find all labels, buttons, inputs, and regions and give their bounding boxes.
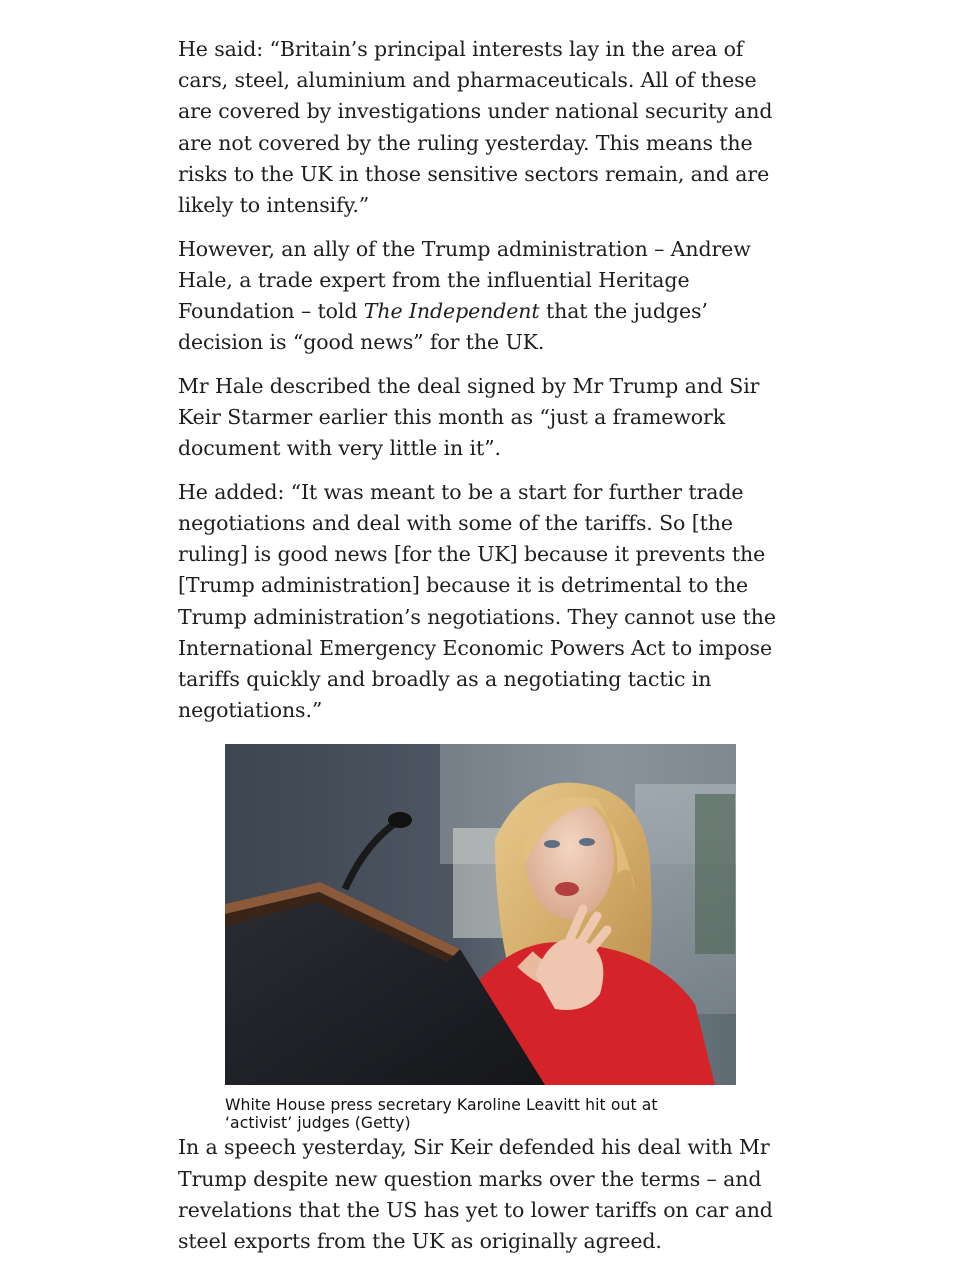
paragraph-sir-keir-speech: In a speech yesterday, Sir Keir defended his deal with Mr Trump despite new question marks over the terms – and revelations that the US has yet to lower tariffs on car and steel exports from the UK as originally agreed. — [178, 1135, 773, 1254]
article-figure — [225, 744, 737, 1132]
paragraph-he-added: He added: “It was meant to be a start for further trade negotiations and deal with some of the tariffs. So [the ruling] is good news [for the UK] because it prevents the [Trump administration] because it is detrimental to the Trump administration’s negotiations. They cannot use the International Emergency Economic Powers Act to impose tariffs quickly and broadly as a negotiating tactic in negotiations.” — [178, 479, 776, 723]
paragraph-text: However, an ally of the Trump administration – Andrew Hale, a trade expert from the influential Heritage Foundation – told — [178, 236, 751, 324]
paragraph-framework-document: Mr Hale described the deal signed by Mr Trump and Sir Keir Starmer earlier this month as “just a framework document with very little in it”. — [178, 373, 760, 461]
paragraph-quote-risks: He said: “Britain’s principal interests lay in the area of cars, steel, aluminium and pharmaceuticals. All of these are covered by investigations under national security and are not covered by the ruling yesterday. This means the risks to the UK in those sensitive sectors remain, and are likely to intensify.” — [178, 37, 773, 218]
article-body — [178, 34, 782, 1270]
publication-name: The Independent — [363, 299, 540, 324]
photo-caption: White House press secretary Karoline Leavitt hit out at ‘activist’ judges (Getty) — [225, 1096, 658, 1132]
paragraph-andrew-hale — [178, 234, 782, 359]
press-secretary-photo — [225, 744, 736, 1085]
paragraph-text: that the judges’ decision is “good news” for the UK. — [178, 299, 708, 355]
